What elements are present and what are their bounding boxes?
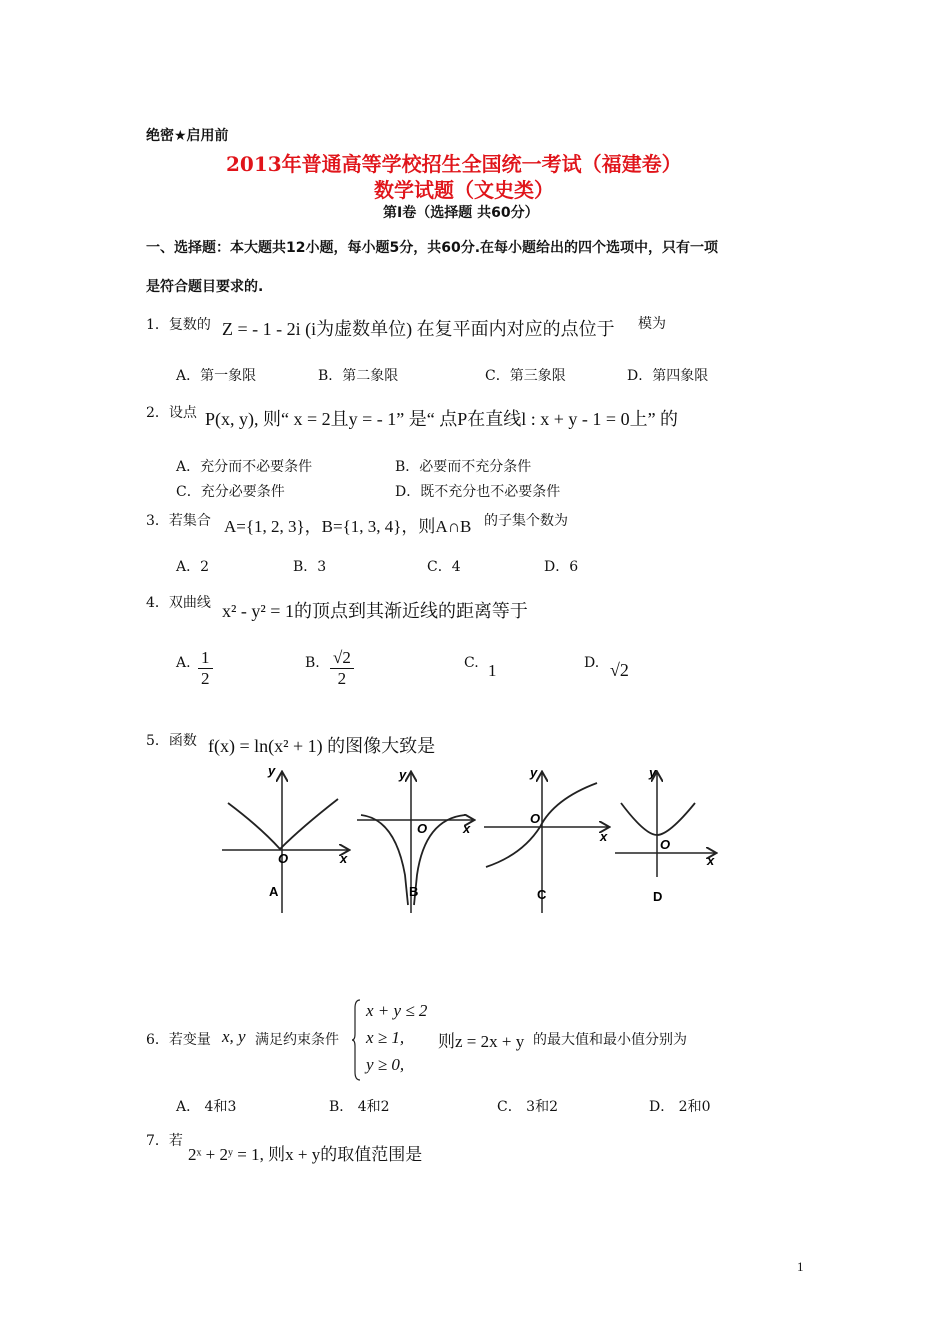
q4-option-a-fraction [198, 648, 213, 689]
q2-option-d: D．既不充分也不必要条件 [395, 484, 561, 500]
q4-option-c-value: 1 [488, 661, 497, 680]
q5-graphs [220, 765, 720, 915]
q5-number: 5．函数 [146, 733, 197, 749]
q6-constraint-1: x + y ≤ 2 [366, 1001, 428, 1020]
q4-option-b-numerator: √2 [330, 648, 354, 669]
graph-d-y-label: y [649, 765, 657, 780]
q6-number: 6．若变量 [146, 1032, 211, 1048]
q2-option-a: A．充分而不必要条件 [176, 459, 313, 475]
q3-expression: A={1, 2, 3}，B={1, 3, 4}，则A∩B [224, 517, 472, 536]
graph-c-origin: O [530, 811, 541, 826]
q2-option-c: C．充分必要条件 [176, 484, 285, 500]
graph-a-caption: A [269, 884, 279, 899]
graph-a-origin: O [278, 851, 289, 866]
q1-option-b: B．第二象限 [318, 368, 399, 384]
q3-option-c: C．4 [427, 559, 461, 575]
q3-option-a: A．2 [176, 559, 210, 575]
graph-c-y-label: y [530, 765, 538, 780]
graph-d-origin: O [660, 837, 671, 852]
q6-brace [352, 998, 362, 1082]
q3-tail: 的子集个数为 [484, 513, 568, 529]
q4-option-b-fraction [330, 648, 354, 689]
q6-variables: x, y [222, 1027, 246, 1046]
q1-option-a: A．第一象限 [176, 368, 257, 384]
graph-d-x-label: x [707, 853, 715, 868]
q6-option-c: C． 3和2 [497, 1099, 558, 1115]
graph-a-curve [228, 799, 338, 849]
page-title: 2013年普通高等学校招生全国统一考试（福建卷） [226, 152, 682, 176]
q4-option-a-numerator: 1 [198, 648, 213, 669]
section-instructions-line1: 一、选择题：本大题共12小题，每小题5分，共60分.在每小题给出的四个选项中，只有一项 [146, 240, 719, 256]
q6-tail: 的最大值和最小值分别为 [533, 1032, 687, 1048]
graph-c-caption: C [537, 887, 547, 902]
q4-expression: x² - y² = 1的顶点到其渐近线的距离等于 [222, 601, 528, 621]
q6-option-a: A． 4和3 [176, 1099, 237, 1115]
graph-a-y-label: y [268, 765, 276, 778]
q6-brace-svg [352, 998, 362, 1082]
page-subtitle: 数学试题（文史类） [374, 178, 554, 202]
q1-option-c: C．第三象限 [485, 368, 566, 384]
graph-a-x-label: x [340, 851, 348, 866]
graph-b-curve-left [361, 815, 408, 905]
q3-number: 3．若集合 [146, 513, 211, 529]
graph-a [222, 765, 348, 913]
part-heading: 第Ⅰ卷（选择题 共60分） [383, 205, 539, 221]
q2-option-b: B．必要而不充分条件 [395, 459, 532, 475]
page-number: 1 [797, 1259, 804, 1274]
q3-option-d: D．6 [544, 559, 579, 575]
graph-b-y-label: y [399, 767, 407, 782]
q6-middle: 满足约束条件 [255, 1032, 339, 1048]
q5-expression: f(x) = ln(x² + 1) 的图像大致是 [208, 736, 436, 756]
q1-number: 1．复数的 [146, 317, 211, 333]
q6-objective: 则z = 2x + y [438, 1032, 525, 1051]
q1-tail: 模为 [638, 316, 666, 332]
q6-constraint-3: y ≥ 0, [366, 1055, 405, 1074]
q4-option-d-label: D. [584, 655, 600, 671]
graph-b-caption: B [409, 884, 419, 899]
graph-c-x-label: x [600, 829, 608, 844]
graph-d-curve [621, 803, 695, 835]
q4-option-b-denominator: 2 [337, 669, 347, 688]
q4-option-c-label: C. [464, 655, 479, 671]
q1-expression: Z = - 1 - 2i (i为虚数单位) 在复平面内对应的点位于 [222, 319, 615, 339]
q6-option-d: D． 2和0 [649, 1099, 711, 1115]
q1-option-d: D．第四象限 [627, 368, 709, 384]
q4-option-d-value: √2 [610, 660, 629, 680]
q7-expression: 2ˣ + 2ʸ = 1, 则x + y的取值范围是 [188, 1145, 423, 1164]
graph-b [357, 767, 473, 913]
q6-option-b: B． 4和2 [329, 1099, 390, 1115]
q3-option-b: B．3 [293, 559, 327, 575]
graph-b-x-label: x [463, 821, 471, 836]
q4-option-a-label: A. [176, 655, 191, 671]
q2-number: 2．设点 [146, 405, 197, 421]
q2-expression: P(x, y), 则“ x = 2且y = - 1” 是“ 点P在直线l : x + y - 1 = 0上” 的 [205, 409, 679, 429]
graph-c [484, 765, 608, 913]
section-instructions-line2: 是符合题目要求的. [146, 279, 264, 295]
secret-label: 绝密★启用前 [146, 128, 229, 144]
graph-d [615, 765, 715, 904]
q6-constraint-2: x ≥ 1, [366, 1028, 405, 1047]
q4-option-b-label: B. [305, 655, 320, 671]
graph-d-caption: D [653, 889, 663, 904]
q4-option-a-denominator: 2 [201, 669, 210, 688]
graph-b-origin: O [417, 821, 428, 836]
q4-number: 4．双曲线 [146, 595, 211, 611]
q7-number: 7．若 [146, 1133, 183, 1149]
